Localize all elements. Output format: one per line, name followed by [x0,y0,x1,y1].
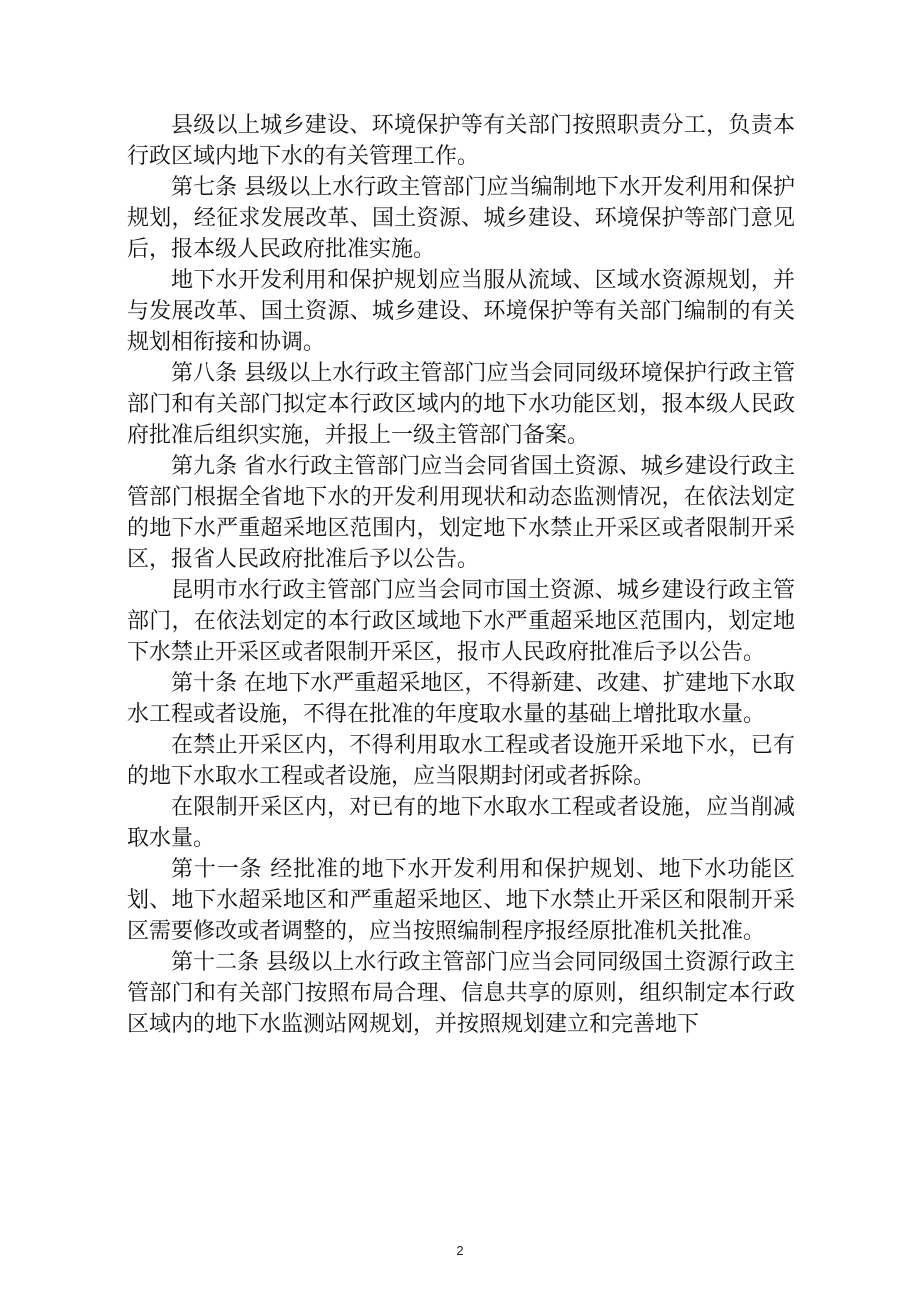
paragraph-article-7: 第七条 县级以上水行政主管部门应当编制地下水开发利用和保护规划，经征求发展改革、国土资源、城乡建设、环境保护等部门意见后，报本级人民政府批准实施。 [127,175,795,262]
paragraph-article-11: 第十一条 经批准的地下水开发利用和保护规划、地下水功能区划、地下水超采地区和严重超采地区、地下水禁止开采区和限制开采区需要修改或者调整的，应当按照编制程序报经原批准机关批准。 [127,857,795,944]
body-text [127,110,795,1040]
paragraph-article-9: 第九条 省水行政主管部门应当会同省国土资源、城乡建设行政主管部门根据全省地下水的开发利用现状和动态监测情况，在依法划定的地下水严重超采地区范围内，划定地下水禁止开采区或者限制开采区，报省人民政府批准后予以公告。 [127,454,795,572]
paragraph: 在禁止开采区内，不得利用取水工程或者设施开采地下水，已有的地下水取水工程或者设施，应当限期封闭或者拆除。 [127,733,795,789]
paragraph: 在限制开采区内，对已有的地下水取水工程或者设施，应当削减取水量。 [127,795,795,851]
page-number: 2 [456,1243,464,1258]
paragraph: 县级以上城乡建设、环境保护等有关部门按照职责分工，负责本行政区域内地下水的有关管理工作。 [127,113,795,169]
paragraph-article-10: 第十条 在地下水严重超采地区，不得新建、改建、扩建地下水取水工程或者设施，不得在批准的年度取水量的基础上增批取水量。 [127,671,795,727]
paragraph-article-8: 第八条 县级以上水行政主管部门应当会同同级环境保护行政主管部门和有关部门拟定本行政区域内的地下水功能区划，报本级人民政府批准后组织实施，并报上一级主管部门备案。 [127,361,795,448]
paragraph: 地下水开发利用和保护规划应当服从流域、区域水资源规划，并与发展改革、国土资源、城乡建设、环境保护等有关部门编制的有关规划相衔接和协调。 [127,268,795,355]
paragraph-article-12: 第十二条 县级以上水行政主管部门应当会同同级国土资源行政主管部门和有关部门按照布局合理、信息共享的原则，组织制定本行政区域内的地下水监测站网规划，并按照规划建立和完善地下 [127,950,795,1037]
paragraph: 昆明市水行政主管部门应当会同市国土资源、城乡建设行政主管部门，在依法划定的本行政区域地下水严重超采地区范围内，划定地下水禁止开采区或者限制开采区，报市人民政府批准后予以公告。 [127,578,795,665]
